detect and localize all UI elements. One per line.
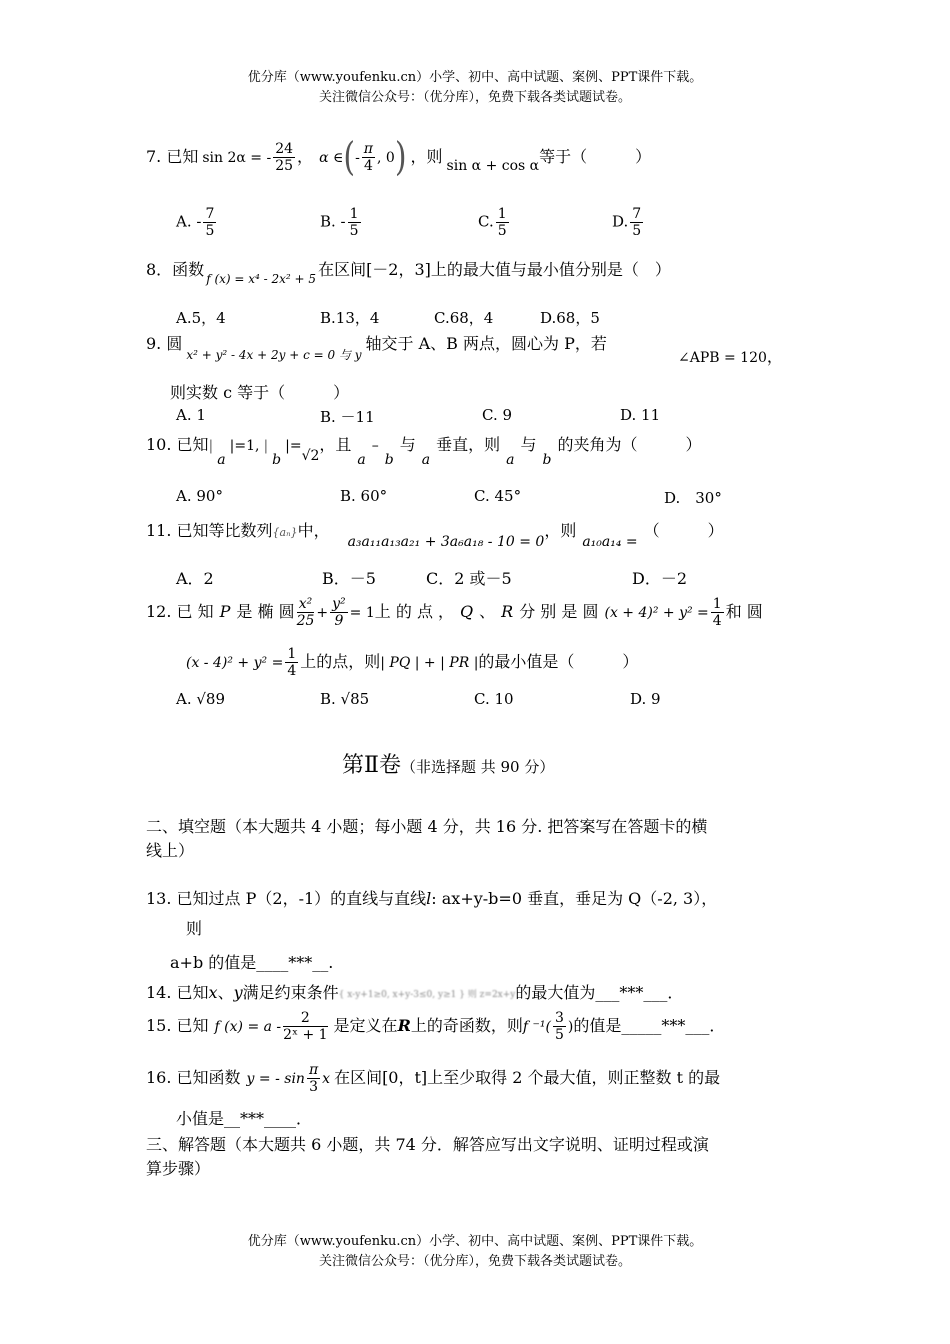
q12-circle-2: (x - 4)² + y² = [186, 655, 284, 671]
q12-frac-quarter-1 [711, 596, 724, 629]
q10-option-a: A. 90° [176, 487, 223, 505]
q12-frac-x [297, 596, 315, 629]
q10-option-c: C. 45° [474, 487, 522, 505]
q7-option-c [478, 206, 511, 239]
q9-number: 9. 圆 [146, 334, 183, 353]
q11-ask: a₁₀a₁₄ = [582, 534, 638, 550]
q7-option-a-label: A. - [176, 212, 202, 231]
q10-eq-1: |=1, [229, 438, 260, 454]
q10-tail-2: 的夹角为（ ） [557, 435, 702, 454]
q7-interval-a: - [355, 150, 360, 166]
q12-plus: + [316, 605, 329, 621]
q7-option-c-label: C. [478, 212, 494, 231]
q13-line-3 [170, 950, 333, 973]
q12-t4: 分 别 是 圆 [519, 602, 599, 621]
q12-y2: y² [332, 596, 346, 612]
q7-number: 7. 已知 [146, 147, 199, 166]
q14-e: ． [667, 983, 684, 1002]
section-3-line-1: 三、解答题（本大题共 6 小题，共 74 分．解答应写出文字说明、证明过程或演 [146, 1135, 709, 1154]
section-3-line-2: 算步骤） [146, 1159, 211, 1178]
q12-d9: 9 [334, 613, 344, 629]
q9-tail: 轴交于 A、B 两点，圆心为 P，若 [365, 334, 607, 353]
q10-bar-1: | [208, 438, 214, 454]
header-line-1: 优分库（www.youfenku.cn）小学、初中、高中试题、案例、PPT课件下载。 [247, 70, 703, 85]
q7-option-d [612, 206, 645, 239]
q15-d: 的值是 [573, 1016, 622, 1035]
q15-frac [283, 1010, 327, 1043]
q15-three: 3 [554, 1010, 564, 1026]
q15-R: R [397, 1016, 411, 1035]
q7-lhs: sin 2α = - [202, 150, 272, 166]
q10-minus: – [371, 438, 379, 454]
q12-q: Q [460, 602, 474, 621]
question-7 [146, 134, 652, 181]
q10-option-b: B. 60° [340, 487, 388, 505]
q11-option-c: C．2 或－5 [426, 569, 512, 588]
q12-four-2: 4 [287, 663, 297, 679]
q10-vector-a-2: a [357, 452, 366, 468]
q12-number: 12. 已 知 [146, 602, 214, 621]
q8-expr: f (x) = x⁴ - 2x² + 5 [206, 272, 317, 286]
q12-r: R [501, 602, 514, 621]
q10-perp: 垂直，则 [436, 435, 501, 454]
q11-tail: （ ） [643, 521, 724, 540]
q12-option-b: B. √85 [320, 690, 370, 708]
q15-c: 上的奇函数，则 [410, 1016, 523, 1035]
q16-answer-blank: __***____ [224, 1109, 297, 1128]
q7-left-paren: ( [343, 134, 356, 181]
q7-option-a-num: 7 [205, 206, 215, 222]
question-16 [146, 1062, 720, 1095]
q15-a: 15. 已知 [146, 1016, 209, 1035]
q14-a: 14. 已知 [146, 983, 209, 1002]
q10-vector-b-2: b [384, 452, 394, 468]
q8-option-c: C.68，4 [434, 309, 494, 327]
q15-den: 2ˣ + 1 [283, 1027, 328, 1043]
section-2-line-2: 线上） [146, 841, 195, 860]
q9-angle-value: ∠APB = 120 [678, 350, 767, 366]
q12-four: 4 [712, 613, 722, 629]
q7-four: 4 [363, 158, 373, 174]
q8-tail: 在区间[－2，3]上的最大值与最小值分别是（ ） [318, 260, 671, 279]
q10-number: 10. 已知 [146, 435, 209, 454]
question-14 [146, 980, 683, 1003]
part-2-title-text: 第Ⅱ卷 [342, 753, 401, 778]
q12-t2: 上 的 点 ， [374, 602, 455, 621]
q12-frac-y [330, 596, 348, 629]
q15-answer-blank: _____***___ [621, 1016, 710, 1035]
q7-option-c-num: 1 [497, 206, 507, 222]
q10-sqrt2: √2 [301, 448, 320, 464]
q7-pi-fraction [362, 141, 375, 174]
q13-line-3b: . [328, 953, 334, 972]
question-13 [146, 886, 717, 909]
q14-d: 的最大值为 [515, 983, 596, 1002]
q7-option-a [176, 206, 218, 239]
q10-vector-b: b [272, 452, 282, 468]
q10-with-2: 与 [520, 435, 537, 454]
q7-expr: sin α + cos α [446, 158, 540, 174]
q12-x2: x² [297, 596, 315, 613]
q9-expr: x² + y² - 4x + 2y + c = 0 与 y [186, 348, 362, 362]
q7-option-b-den: 5 [349, 223, 359, 239]
q9-option-a: A. 1 [176, 406, 206, 424]
q15-e: ． [709, 1016, 726, 1035]
question-10 [146, 432, 702, 468]
q12-p: P [219, 602, 231, 621]
q11-sequence: {aₙ} [272, 526, 298, 539]
q10-bar-2: | [263, 438, 269, 454]
q11-mid: 中， [297, 521, 330, 540]
question-12 [146, 596, 763, 629]
header-line-2: 关注微信公众号：（优分库），免费下载各类试题试卷。 [318, 90, 631, 105]
q16-y: y = - sin [246, 1071, 305, 1087]
q7-frac-den: 25 [275, 158, 294, 174]
q12-option-d: D. 9 [630, 690, 661, 708]
q10-vector-b-3: b [542, 452, 552, 468]
q16-line-2b: ． [296, 1109, 313, 1128]
footer-line-2: 关注微信公众号：（优分库），免费下载各类试题试卷。 [318, 1254, 631, 1269]
q16-a: 16. 已知函数 [146, 1068, 241, 1087]
question-9 [146, 331, 607, 362]
q9-option-d: D. 11 [620, 406, 661, 424]
q12-t1: 是 椭 圆 [236, 602, 295, 621]
q7-option-d-num: 7 [632, 206, 642, 222]
q7-right-paren: ) [394, 134, 407, 181]
q11-option-d: D．－2 [632, 569, 688, 588]
q10-tail-1: ，且 [319, 435, 352, 454]
q7-option-b-num: 1 [349, 206, 359, 222]
q13-l: l [426, 889, 432, 908]
q7-fraction [273, 141, 295, 174]
part-2-title [342, 748, 554, 779]
q14-b: 、 [217, 983, 234, 1002]
q12-one-2: 1 [287, 646, 297, 662]
q12-frac-quarter-2 [285, 646, 298, 679]
q12-eq1: = 1 [349, 605, 375, 621]
q15-b: 是定义在 [333, 1016, 398, 1035]
q12-t3: 、 [479, 602, 496, 621]
q15-fx: f (x) = a - [214, 1019, 282, 1035]
q11-number: 11. 已知等比数列 [146, 521, 273, 540]
q8-number: 8．函数 [146, 260, 205, 279]
q12-one: 1 [712, 596, 722, 612]
q7-alpha-in: α ∈ [319, 150, 344, 166]
q12-t7: 的最小值是（ ） [478, 652, 639, 671]
q12-option-a: A. √89 [176, 690, 226, 708]
q15-two: 2 [283, 1010, 327, 1027]
q15-finv: f ⁻¹( [522, 1019, 551, 1035]
q7-option-b [320, 206, 363, 239]
q7-comma: ， [297, 147, 314, 166]
q10-vector-a-3: a [421, 452, 431, 468]
q16-frac [307, 1062, 320, 1095]
q16-x: x [322, 1071, 331, 1087]
q7-option-d-label: D. [612, 212, 629, 231]
q8-option-d: D.68，5 [540, 309, 600, 327]
question-15 [146, 1010, 725, 1043]
q7-pi: π [363, 141, 373, 157]
q12-t5: 和 圆 [725, 602, 763, 621]
q7-interval-b: , 0 [377, 150, 395, 166]
q12-t6: 上的点，则 [300, 652, 381, 671]
q9-angle [678, 344, 783, 367]
q13-line-3a: a+b 的值是 [170, 953, 257, 972]
q12-option-c: C. 10 [474, 690, 514, 708]
q7-option-a-den: 5 [205, 223, 215, 239]
section-2-line-1: 二、填空题（本大题共 4 小题；每小题 4 分，共 16 分. 把答案写在答题卡的横 [146, 817, 708, 836]
q14-x: x [208, 983, 218, 1002]
q15-frac-3-5 [553, 1010, 566, 1043]
q9-comma: ， [766, 347, 783, 366]
question-11 [146, 518, 724, 550]
q14-y: y [233, 983, 243, 1002]
q8-option-b: B.13，4 [320, 309, 380, 327]
q7-then: ，则 [410, 147, 443, 166]
footer-line-1: 优分库（www.youfenku.cn）小学、初中、高中试题、案例、PPT课件下载。 [247, 1234, 703, 1249]
q16-line-2 [176, 1106, 312, 1129]
q12-expr: | PQ | + | PR | [380, 655, 479, 671]
q9-option-b: B. －11 [320, 408, 375, 426]
q10-with: 与 [399, 435, 416, 454]
q12-line-2 [186, 646, 638, 679]
question-8 [146, 257, 671, 286]
q13-line-1b: : ax+y-b=0 垂直，垂足为 Q（-2, 3）， [431, 889, 718, 908]
q13-line-2: 则 [186, 919, 203, 938]
q10-option-d: D. 30° [664, 489, 722, 507]
q16-b: 在区间[0，t]上至少取得 2 个最大值，则正整数 t 的最 [334, 1068, 721, 1087]
q7-tail: 等于（ ） [539, 147, 652, 166]
q8-option-a: A.5，4 [176, 309, 226, 327]
q11-option-a: A．2 [176, 569, 214, 588]
q9-option-c: C. 9 [482, 406, 513, 424]
q15-five: 5 [554, 1027, 564, 1043]
q7-option-d-den: 5 [632, 223, 642, 239]
q7-option-b-label: B. - [320, 212, 346, 231]
q9-line-2: 则实数 c 等于（ ） [170, 383, 350, 402]
q15-close: ) [567, 1019, 574, 1035]
q13-line-1: 13. 已知过点 P（2，-1）的直线与直线 [146, 889, 427, 908]
q16-line-2a: 小值是 [176, 1109, 225, 1128]
q7-frac-num: 24 [275, 141, 294, 157]
q10-vector-a: a [217, 452, 226, 468]
q11-then: ，则 [544, 521, 577, 540]
q12-circle-1: (x + 4)² + y² = [604, 605, 709, 621]
q16-pi: π [308, 1062, 319, 1078]
q10-vector-a-4: a [506, 452, 515, 468]
q10-eq-2: |= [285, 438, 302, 454]
q11-option-b: B．－5 [322, 569, 376, 588]
q13-answer-blank: ____***__ [256, 953, 329, 972]
q12-d25: 25 [296, 613, 315, 629]
q14-answer-blank: ___***___ [595, 983, 668, 1002]
q14-c: 满足约束条件 [242, 983, 339, 1002]
q16-three: 3 [309, 1079, 319, 1095]
q11-expr: a₃a₁₁a₁₃a₂₁ + 3a₆a₁₈ - 10 = 0 [347, 534, 545, 550]
q14-blurred-constraints: { x-y+1≥0, x+y-3≤0, y≥1 } 则 z=2x+y [338, 990, 516, 1000]
part-2-subtitle: （非选择题 共 90 分） [400, 758, 555, 776]
q7-option-c-den: 5 [497, 223, 507, 239]
